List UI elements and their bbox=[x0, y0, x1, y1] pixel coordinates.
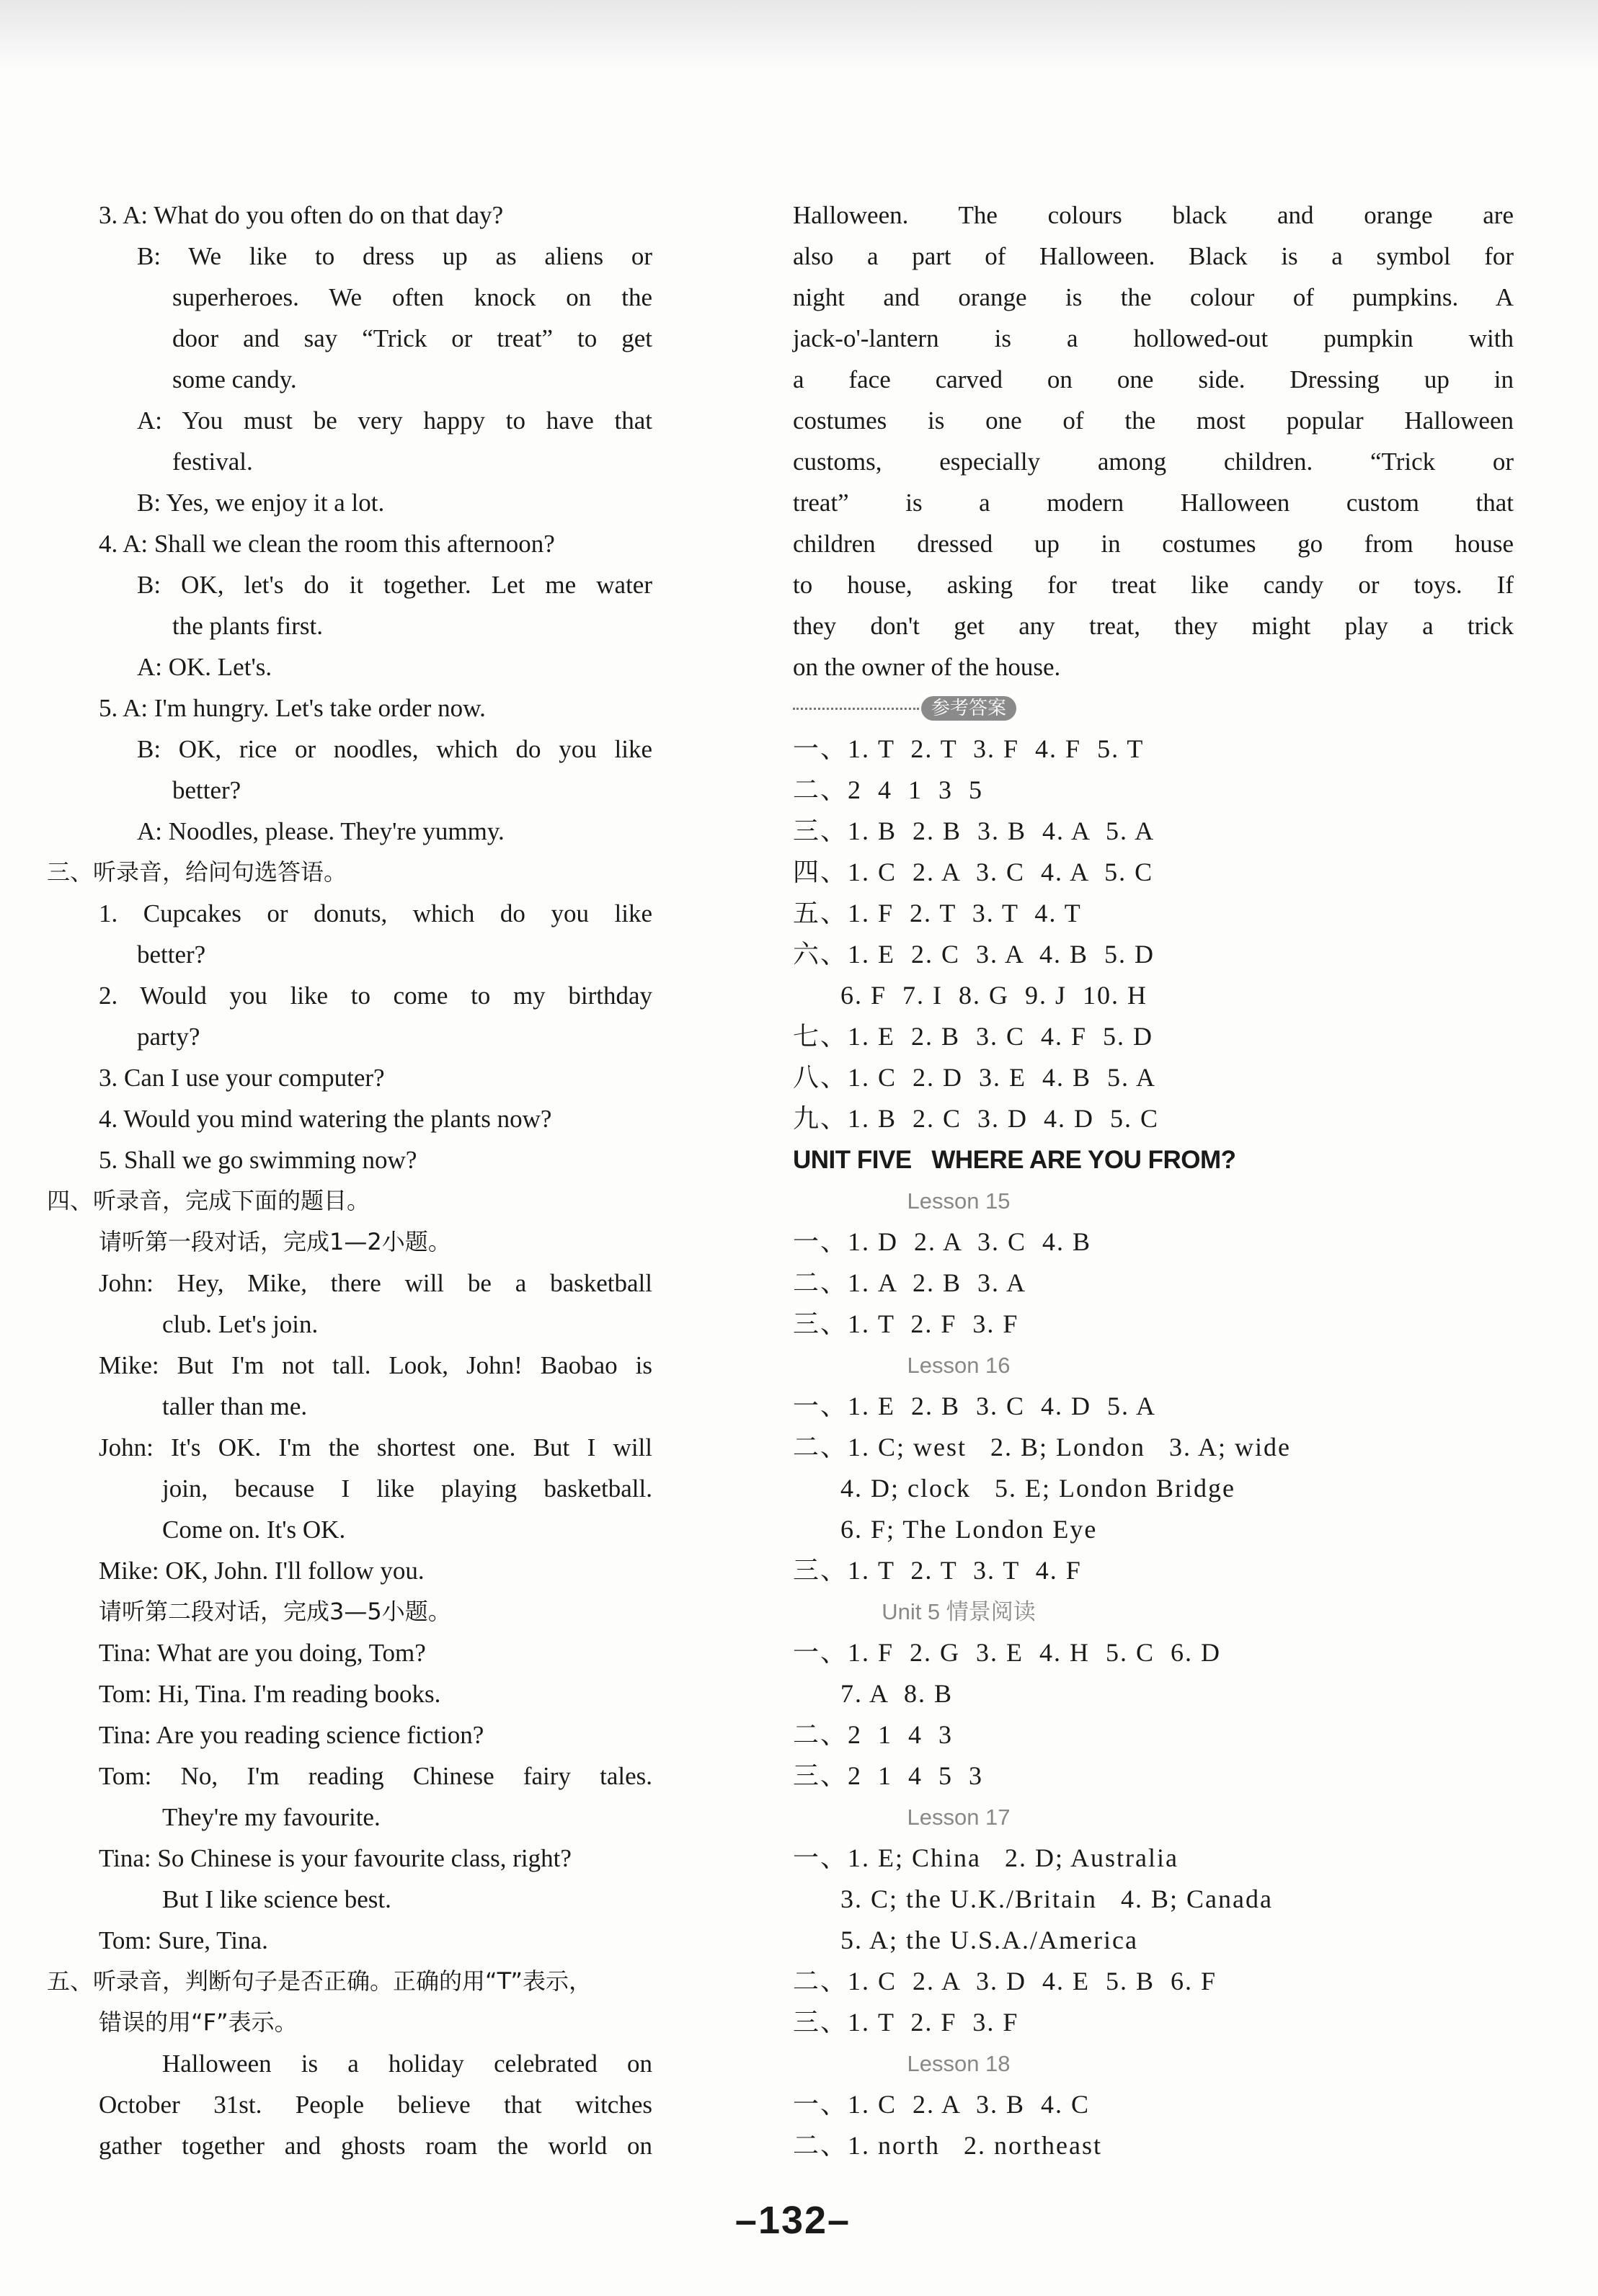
answer-line: 二、1. C 2. A 3. D 4. E 5. B 6. F bbox=[793, 1967, 1217, 1995]
text-line: 1. Cupcakes or donuts, which do you like bbox=[99, 899, 652, 927]
lesson-16-heading: Lesson 16 bbox=[907, 1353, 1011, 1378]
answer-line: 二、1. north 2. northeast bbox=[793, 2131, 1102, 2160]
passage-line: children dressed up in costumes go from house bbox=[793, 530, 1514, 558]
text-line: October 31st. People believe that witches bbox=[99, 2091, 652, 2119]
lesson-15-heading: Lesson 15 bbox=[907, 1188, 1011, 1214]
text-line: party? bbox=[137, 1023, 200, 1051]
text-line: Halloween is a holiday celebrated on bbox=[162, 2050, 652, 2078]
passage-line: they don't get any treat, they might play a trick bbox=[793, 612, 1514, 640]
text-line: But I like science best. bbox=[162, 1885, 391, 1913]
passage-line: night and orange is the colour of pumpkins. A bbox=[793, 283, 1514, 311]
answer-line: 一、1. E; China 2. D; Australia bbox=[793, 1843, 1178, 1872]
text-line: 4. Would you mind watering the plants now? bbox=[99, 1105, 552, 1133]
answer-line: 二、2 4 1 3 5 bbox=[793, 775, 984, 804]
text-line: John: It's OK. I'm the shortest one. But I will bbox=[99, 1433, 652, 1461]
text-line: 2. Would you like to come to my birthday bbox=[99, 982, 652, 1010]
passage-line: treat” is a modern Halloween custom that bbox=[793, 489, 1514, 517]
text-line: 五、听录音，判断句子是否正确。正确的用“T”表示， bbox=[47, 1967, 592, 1995]
text-line: festival. bbox=[172, 448, 253, 476]
text-line: B: We like to dress up as aliens or bbox=[137, 242, 652, 270]
unit5-reading-heading: Unit 5 情景阅读 bbox=[882, 1599, 1036, 1624]
answer-line: 4. D; clock 5. E; London Bridge bbox=[793, 1474, 1235, 1503]
text-line: B: OK, let's do it together. Let me water bbox=[137, 571, 652, 599]
text-line: 请听第二段对话，完成3—5小题。 bbox=[99, 1598, 451, 1625]
passage-line: a face carved on one side. Dressing up in bbox=[793, 365, 1514, 393]
answer-line: 二、1. A 2. B 3. A bbox=[793, 1268, 1027, 1297]
text-line: 5. A: I'm hungry. Let's take order now. bbox=[99, 694, 486, 722]
passage-line: costumes is one of the most popular Halloween bbox=[793, 406, 1514, 435]
text-line: gather together and ghosts roam the world on bbox=[99, 2132, 652, 2160]
text-line: Mike: OK, John. I'll follow you. bbox=[99, 1557, 425, 1585]
page-top-shadow bbox=[0, 0, 1598, 68]
answer-line: 七、1. E 2. B 3. C 4. F 5. D bbox=[793, 1022, 1154, 1051]
answers-lesson-16 bbox=[793, 1386, 1514, 1591]
text-line: Tom: Hi, Tina. I'm reading books. bbox=[99, 1680, 441, 1708]
answer-line: 一、1. F 2. G 3. E 4. H 5. C 6. D bbox=[793, 1638, 1222, 1667]
text-line: 请听第一段对话，完成1—2小题。 bbox=[99, 1228, 451, 1255]
passage-line: on the owner of the house. bbox=[793, 653, 1061, 681]
answer-line: 三、2 1 4 5 3 bbox=[793, 1761, 984, 1790]
text-line: some candy. bbox=[172, 365, 297, 393]
text-line: Come on. It's OK. bbox=[162, 1516, 346, 1544]
lesson-17-heading: Lesson 17 bbox=[907, 1805, 1011, 1830]
text-line: club. Let's join. bbox=[162, 1310, 319, 1338]
text-line: B: Yes, we enjoy it a lot. bbox=[137, 489, 385, 517]
passage-line: customs, especially among children. “Trick or bbox=[793, 448, 1514, 476]
answer-line: 一、1. E 2. B 3. C 4. D 5. A bbox=[793, 1392, 1157, 1420]
answers-unit5-reading bbox=[793, 1632, 1514, 1797]
answers-unit4 bbox=[793, 729, 1514, 1139]
text-line: A: OK. Let's. bbox=[137, 653, 272, 681]
right-column bbox=[793, 195, 1514, 2166]
page-number: –132– bbox=[734, 2199, 851, 2242]
answer-line: 6. F 7. I 8. G 9. J 10. H bbox=[793, 981, 1148, 1010]
text-line: A: You must be very happy to have that bbox=[137, 406, 652, 435]
text-line: Tina: What are you doing, Tom? bbox=[99, 1639, 426, 1667]
answer-line: 五、1. F 2. T 3. T 4. T bbox=[793, 899, 1082, 927]
answer-line: 三、1. B 2. B 3. B 4. A 5. A bbox=[793, 816, 1155, 845]
unit-title: UNIT FIVE WHERE ARE YOU FROM? bbox=[793, 1146, 1236, 1174]
text-line: 3. A: What do you often do on that day? bbox=[99, 201, 504, 229]
text-line: 3. Can I use your computer? bbox=[99, 1064, 385, 1092]
text-line: 5. Shall we go swimming now? bbox=[99, 1146, 417, 1174]
text-line: 错误的用“F”表示。 bbox=[99, 2008, 298, 2036]
answer-line: 一、1. D 2. A 3. C 4. B bbox=[793, 1227, 1092, 1256]
answer-line: 5. A; the U.S.A./America bbox=[793, 1926, 1138, 1954]
answers-lesson-18 bbox=[793, 2084, 1514, 2166]
passage-line: to house, asking for treat like candy or toys. If bbox=[793, 571, 1514, 599]
text-line: taller than me. bbox=[162, 1392, 308, 1420]
answer-line: 7. A 8. B bbox=[793, 1679, 954, 1708]
left-column bbox=[47, 195, 652, 2166]
text-line: They're my favourite. bbox=[162, 1803, 381, 1831]
text-line: the plants first. bbox=[172, 612, 323, 640]
text-line: 4. A: Shall we clean the room this afternoon? bbox=[99, 530, 555, 558]
answer-line: 二、1. C; west 2. B; London 3. A; wide bbox=[793, 1433, 1291, 1461]
text-line: Tom: No, I'm reading Chinese fairy tales. bbox=[99, 1762, 652, 1790]
answer-line: 二、2 1 4 3 bbox=[793, 1720, 954, 1749]
lesson-18-heading: Lesson 18 bbox=[907, 2051, 1011, 2076]
answer-line: 三、1. T 2. F 3. F bbox=[793, 1309, 1019, 1338]
halloween-passage bbox=[793, 195, 1514, 688]
answers-lesson-17 bbox=[793, 1838, 1514, 2043]
text-line: 四、听录音，完成下面的题目。 bbox=[47, 1187, 370, 1214]
reference-answer-header bbox=[793, 688, 1514, 729]
answer-line: 6. F; The London Eye bbox=[793, 1515, 1098, 1544]
text-line: Mike: But I'm not tall. Look, John! Baobao is bbox=[99, 1351, 652, 1379]
text-line: B: OK, rice or noodles, which do you like bbox=[137, 735, 652, 763]
text-line: Tina: So Chinese is your favourite class, right? bbox=[99, 1844, 572, 1872]
reference-answer-badge: 参考答案 bbox=[921, 696, 1016, 721]
answer-line: 四、1. C 2. A 3. C 4. A 5. C bbox=[793, 858, 1154, 886]
answer-line: 3. C; the U.K./Britain 4. B; Canada bbox=[793, 1885, 1273, 1913]
answers-lesson-15 bbox=[793, 1222, 1514, 1345]
text-line: better? bbox=[172, 776, 241, 804]
passage-line: also a part of Halloween. Black is a symbol for bbox=[793, 242, 1514, 270]
text-line: better? bbox=[137, 940, 206, 969]
passage-line: jack-o'-lantern is a hollowed-out pumpkin with bbox=[793, 324, 1514, 352]
dotted-divider bbox=[793, 708, 919, 710]
answer-line: 一、1. C 2. A 3. B 4. C bbox=[793, 2090, 1091, 2119]
answer-line: 八、1. C 2. D 3. E 4. B 5. A bbox=[793, 1063, 1157, 1092]
text-line: Tina: Are you reading science fiction? bbox=[99, 1721, 484, 1749]
answer-line: 三、1. T 2. F 3. F bbox=[793, 2008, 1019, 2037]
text-line: 三、听录音，给问句选答语。 bbox=[47, 858, 347, 886]
passage-line: Halloween. The colours black and orange are bbox=[793, 201, 1514, 229]
answer-line: 六、1. E 2. C 3. A 4. B 5. D bbox=[793, 940, 1155, 969]
answer-line: 三、1. T 2. T 3. T 4. F bbox=[793, 1556, 1082, 1585]
text-line: superheroes. We often knock on the bbox=[172, 283, 652, 311]
text-line: A: Noodles, please. They're yummy. bbox=[137, 817, 505, 845]
text-line: door and say “Trick or treat” to get bbox=[172, 324, 652, 352]
answer-line: 一、1. T 2. T 3. F 4. F 5. T bbox=[793, 734, 1145, 763]
text-line: join, because I like playing basketball. bbox=[162, 1474, 652, 1503]
text-line: John: Hey, Mike, there will be a basketball bbox=[99, 1269, 652, 1297]
text-line: Tom: Sure, Tina. bbox=[99, 1926, 268, 1954]
answer-line: 九、1. B 2. C 3. D 4. D 5. C bbox=[793, 1104, 1160, 1133]
